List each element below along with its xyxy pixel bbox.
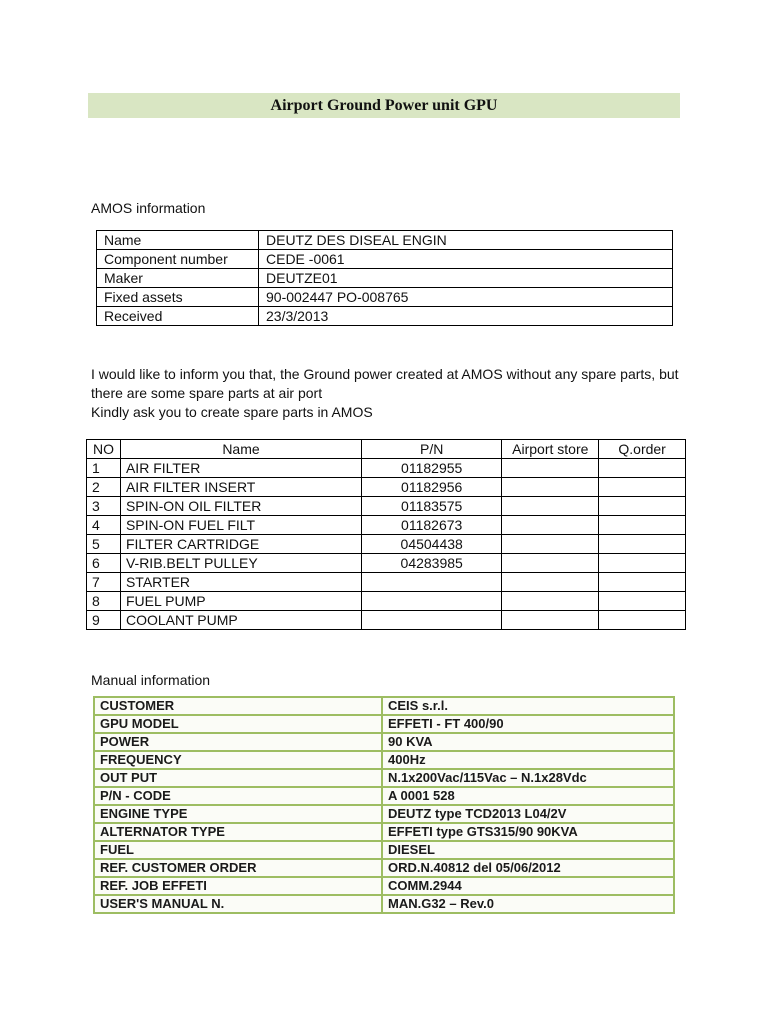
manual-row — [94, 823, 674, 841]
part-no: 6 — [87, 554, 121, 573]
part-airport-store — [502, 516, 599, 535]
notice-paragraph — [91, 365, 681, 422]
manual-key: USER'S MANUAL N. — [94, 895, 382, 913]
manual-value: DEUTZ type TCD2013 L04/2V — [382, 805, 674, 823]
part-pn — [362, 592, 502, 611]
manual-row — [94, 841, 674, 859]
part-airport-store — [502, 554, 599, 573]
manual-row — [94, 895, 674, 913]
part-airport-store — [502, 478, 599, 497]
amos-key: Maker — [97, 269, 259, 288]
part-pn — [362, 611, 502, 630]
manual-key: REF. JOB EFFETI — [94, 877, 382, 895]
part-q-order — [599, 516, 686, 535]
part-q-order — [599, 497, 686, 516]
part-name: FUEL PUMP — [120, 592, 361, 611]
part-airport-store — [502, 573, 599, 592]
amos-value: DEUTZ DES DISEAL ENGIN — [259, 231, 673, 250]
part-q-order — [599, 478, 686, 497]
manual-row — [94, 697, 674, 715]
part-no: 8 — [87, 592, 121, 611]
manual-key: OUT PUT — [94, 769, 382, 787]
manual-row — [94, 769, 674, 787]
manual-value: MAN.G32 – Rev.0 — [382, 895, 674, 913]
manual-value: A 0001 528 — [382, 787, 674, 805]
table-row — [87, 478, 686, 497]
amos-row — [97, 250, 673, 269]
part-name: AIR FILTER INSERT — [120, 478, 361, 497]
manual-value: 400Hz — [382, 751, 674, 769]
part-name: FILTER CARTRIDGE — [120, 535, 361, 554]
amos-key: Component number — [97, 250, 259, 269]
part-q-order — [599, 573, 686, 592]
manual-value: 90 KVA — [382, 733, 674, 751]
part-no: 3 — [87, 497, 121, 516]
manual-row — [94, 751, 674, 769]
part-no: 5 — [87, 535, 121, 554]
part-no: 4 — [87, 516, 121, 535]
manual-row — [94, 715, 674, 733]
table-row — [87, 611, 686, 630]
header-pn: P/N — [362, 440, 502, 459]
part-name: AIR FILTER — [120, 459, 361, 478]
notice-line-3: Kindly ask you to create spare parts in AMOS — [91, 404, 373, 420]
part-airport-store — [502, 459, 599, 478]
amos-row — [97, 269, 673, 288]
table-row — [87, 554, 686, 573]
amos-section-label: AMOS information — [91, 200, 206, 216]
part-pn: 01182955 — [362, 459, 502, 478]
manual-key: FUEL — [94, 841, 382, 859]
spare-parts-table — [86, 439, 686, 630]
manual-value: EFFETI - FT 400/90 — [382, 715, 674, 733]
part-name: V-RIB.BELT PULLEY — [120, 554, 361, 573]
part-airport-store — [502, 535, 599, 554]
manual-row — [94, 787, 674, 805]
notice-line-2: there are some spare parts at air port — [91, 385, 323, 401]
manual-value: DIESEL — [382, 841, 674, 859]
part-pn — [362, 573, 502, 592]
manual-section-label: Manual information — [91, 672, 211, 688]
amos-row — [97, 288, 673, 307]
amos-value: DEUTZE01 — [259, 269, 673, 288]
part-q-order — [599, 535, 686, 554]
part-name: STARTER — [120, 573, 361, 592]
part-q-order — [599, 592, 686, 611]
manual-key: P/N - CODE — [94, 787, 382, 805]
part-q-order — [599, 554, 686, 573]
manual-value: CEIS s.r.l. — [382, 697, 674, 715]
header-no: NO — [87, 440, 121, 459]
table-row — [87, 535, 686, 554]
manual-key: CUSTOMER — [94, 697, 382, 715]
manual-row — [94, 877, 674, 895]
part-pn: 01182956 — [362, 478, 502, 497]
notice-line-1: I would like to inform you that, the Ground power created at AMOS without any spare parts, but — [91, 366, 679, 382]
manual-value: N.1x200Vac/115Vac – N.1x28Vdc — [382, 769, 674, 787]
part-pn: 01183575 — [362, 497, 502, 516]
amos-info-table — [96, 230, 673, 326]
manual-value: ORD.N.40812 del 05/06/2012 — [382, 859, 674, 877]
header-q-order: Q.order — [599, 440, 686, 459]
amos-key: Name — [97, 231, 259, 250]
amos-key: Received — [97, 307, 259, 326]
parts-header-row — [87, 440, 686, 459]
part-no: 1 — [87, 459, 121, 478]
manual-value: COMM.2944 — [382, 877, 674, 895]
header-name: Name — [120, 440, 361, 459]
page-title: Airport Ground Power unit GPU — [88, 93, 680, 118]
part-pn: 04504438 — [362, 535, 502, 554]
part-pn: 01182673 — [362, 516, 502, 535]
manual-key: GPU MODEL — [94, 715, 382, 733]
amos-value: 90-002447 PO-008765 — [259, 288, 673, 307]
amos-row — [97, 231, 673, 250]
part-airport-store — [502, 497, 599, 516]
table-row — [87, 592, 686, 611]
table-row — [87, 573, 686, 592]
manual-row — [94, 859, 674, 877]
manual-key: ENGINE TYPE — [94, 805, 382, 823]
table-row — [87, 497, 686, 516]
manual-info-table — [93, 696, 675, 914]
manual-row — [94, 805, 674, 823]
part-airport-store — [502, 592, 599, 611]
amos-key: Fixed assets — [97, 288, 259, 307]
manual-key: ALTERNATOR TYPE — [94, 823, 382, 841]
part-no: 7 — [87, 573, 121, 592]
header-airport-store: Airport store — [502, 440, 599, 459]
amos-value: 23/3/2013 — [259, 307, 673, 326]
part-pn: 04283985 — [362, 554, 502, 573]
part-no: 2 — [87, 478, 121, 497]
part-name: SPIN-ON FUEL FILT — [120, 516, 361, 535]
part-q-order — [599, 459, 686, 478]
manual-key: FREQUENCY — [94, 751, 382, 769]
manual-key: REF. CUSTOMER ORDER — [94, 859, 382, 877]
part-airport-store — [502, 611, 599, 630]
part-q-order — [599, 611, 686, 630]
manual-value: EFFETI type GTS315/90 90KVA — [382, 823, 674, 841]
part-name: SPIN-ON OIL FILTER — [120, 497, 361, 516]
amos-row — [97, 307, 673, 326]
manual-row — [94, 733, 674, 751]
table-row — [87, 516, 686, 535]
amos-value: CEDE -0061 — [259, 250, 673, 269]
table-row — [87, 459, 686, 478]
manual-key: POWER — [94, 733, 382, 751]
part-no: 9 — [87, 611, 121, 630]
part-name: COOLANT PUMP — [120, 611, 361, 630]
